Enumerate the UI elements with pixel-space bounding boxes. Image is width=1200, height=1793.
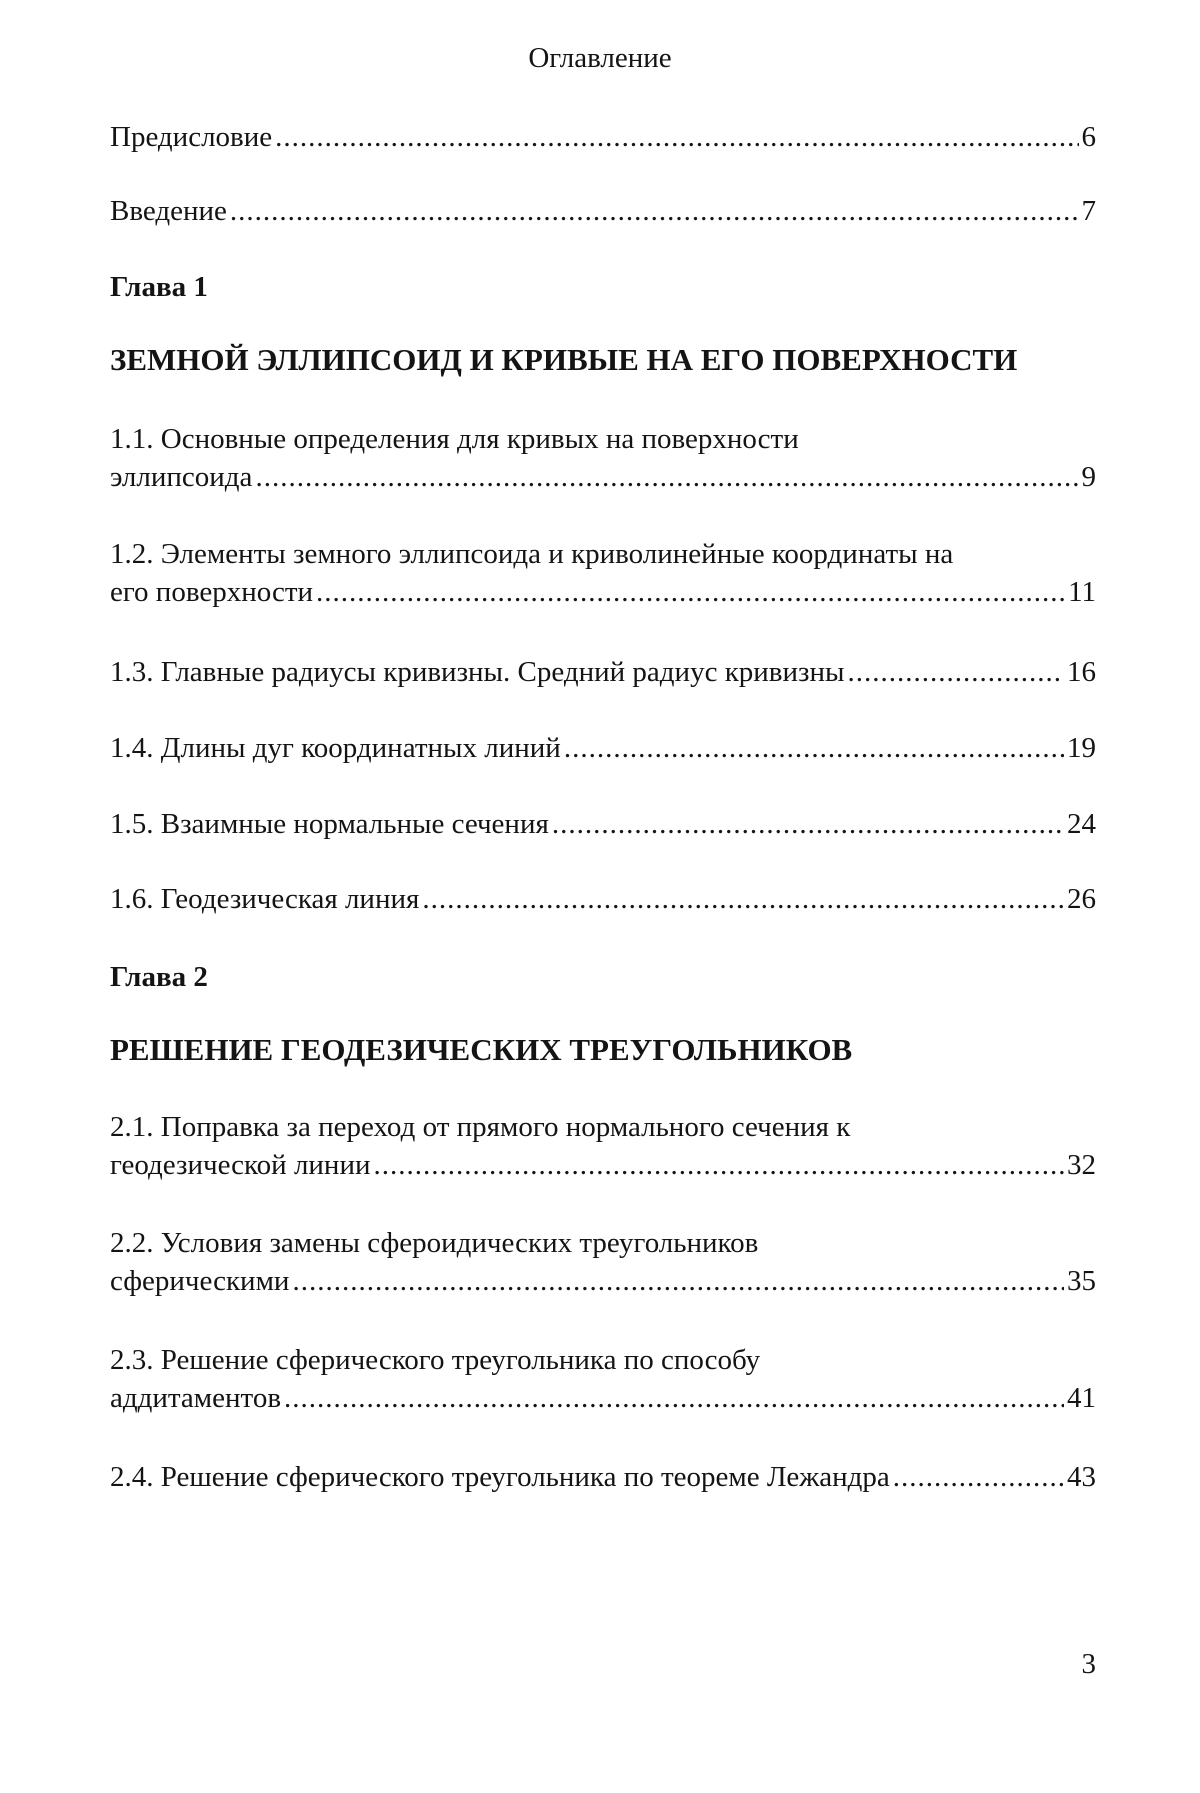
toc-entry-text: 1.5. Взаимные нормальные сечения [110, 808, 549, 840]
toc-entry-page: 16 [1067, 656, 1096, 688]
toc-entry [110, 535, 1096, 611]
toc-title: Оглавление [528, 42, 672, 74]
toc-entry-text: 1.3. Главные радиусы кривизны. Средний радиус кривизны [110, 656, 845, 688]
chapter-label: Глава 2 [110, 961, 208, 993]
toc-entry-page: 19 [1067, 732, 1096, 764]
toc-entry [110, 420, 1096, 496]
leader-dots [893, 1458, 1064, 1496]
toc-entry [110, 1224, 1096, 1300]
leader-dots [374, 1146, 1065, 1184]
toc-entry [110, 1458, 1096, 1496]
page-number: 3 [1081, 1648, 1096, 1680]
toc-entry [110, 880, 1096, 918]
toc-entry-page: 9 [1081, 461, 1096, 493]
toc-entry-text: 2.4. Решение сферического треугольника по теореме Лежандра [110, 1461, 890, 1493]
toc-entry-text: эллипсоида [110, 461, 253, 493]
toc-entry-page: 35 [1067, 1265, 1096, 1297]
toc-entry-text-line1: 2.2. Условия замены сфероидических треугольников [110, 1227, 759, 1259]
toc-entry-text-line1: 2.3. Решение сферического треугольника по способу [110, 1344, 761, 1376]
leader-dots [284, 1379, 1064, 1417]
toc-entry-text: 1.6. Геодезическая линия [110, 883, 420, 915]
chapter-label: Глава 1 [110, 271, 208, 303]
toc-entry-text: Введение [110, 195, 227, 227]
toc-entry-text: 1.4. Длины дуг координатных линий [110, 732, 561, 764]
toc-entry [110, 1108, 1096, 1184]
leader-dots [255, 458, 1078, 496]
toc-entry [110, 653, 1096, 691]
toc-entry-page: 41 [1067, 1382, 1096, 1414]
toc-entry-text: его поверхности [110, 576, 314, 608]
toc-entry-page: 26 [1067, 883, 1096, 915]
leader-dots [275, 118, 1078, 156]
leader-dots [564, 729, 1064, 767]
toc-entry-page: 6 [1081, 121, 1096, 153]
toc-entry-text: сферическими [110, 1265, 290, 1297]
toc-entry [110, 805, 1096, 843]
toc-entry-text: геодезической линии [110, 1149, 371, 1181]
toc-entry-text-line1: 2.1. Поправка за переход от прямого нормального сечения к [110, 1111, 851, 1143]
toc-entry-text-line1: 1.1. Основные определения для кривых на поверхности [110, 423, 799, 455]
toc-entry-preface [110, 118, 1096, 156]
toc-entry-text: Предисловие [110, 121, 273, 153]
leader-dots [422, 880, 1064, 918]
leader-dots [292, 1262, 1064, 1300]
leader-dots [552, 805, 1064, 843]
leader-dots [316, 573, 1065, 611]
leader-dots [230, 192, 1079, 230]
toc-entry-introduction [110, 192, 1096, 230]
toc-entry-page: 11 [1068, 576, 1096, 608]
toc-entry-text: аддитаментов [110, 1382, 282, 1414]
toc-entry-text-line1: 1.2. Элементы земного эллипсоида и криволинейные координаты на [110, 538, 954, 570]
toc-entry [110, 1341, 1096, 1417]
toc-entry [110, 729, 1096, 767]
toc-entry-page: 24 [1067, 808, 1096, 840]
leader-dots [847, 653, 1064, 691]
toc-entry-page: 43 [1067, 1461, 1096, 1493]
chapter-title: РЕШЕНИЕ ГЕОДЕЗИЧЕСКИХ ТРЕУГОЛЬНИКОВ [110, 1032, 853, 1067]
toc-entry-page: 7 [1081, 195, 1096, 227]
chapter-title: ЗЕМНОЙ ЭЛЛИПСОИД И КРИВЫЕ НА ЕГО ПОВЕРХНОСТИ [110, 342, 1018, 377]
toc-entry-page: 32 [1067, 1149, 1096, 1181]
